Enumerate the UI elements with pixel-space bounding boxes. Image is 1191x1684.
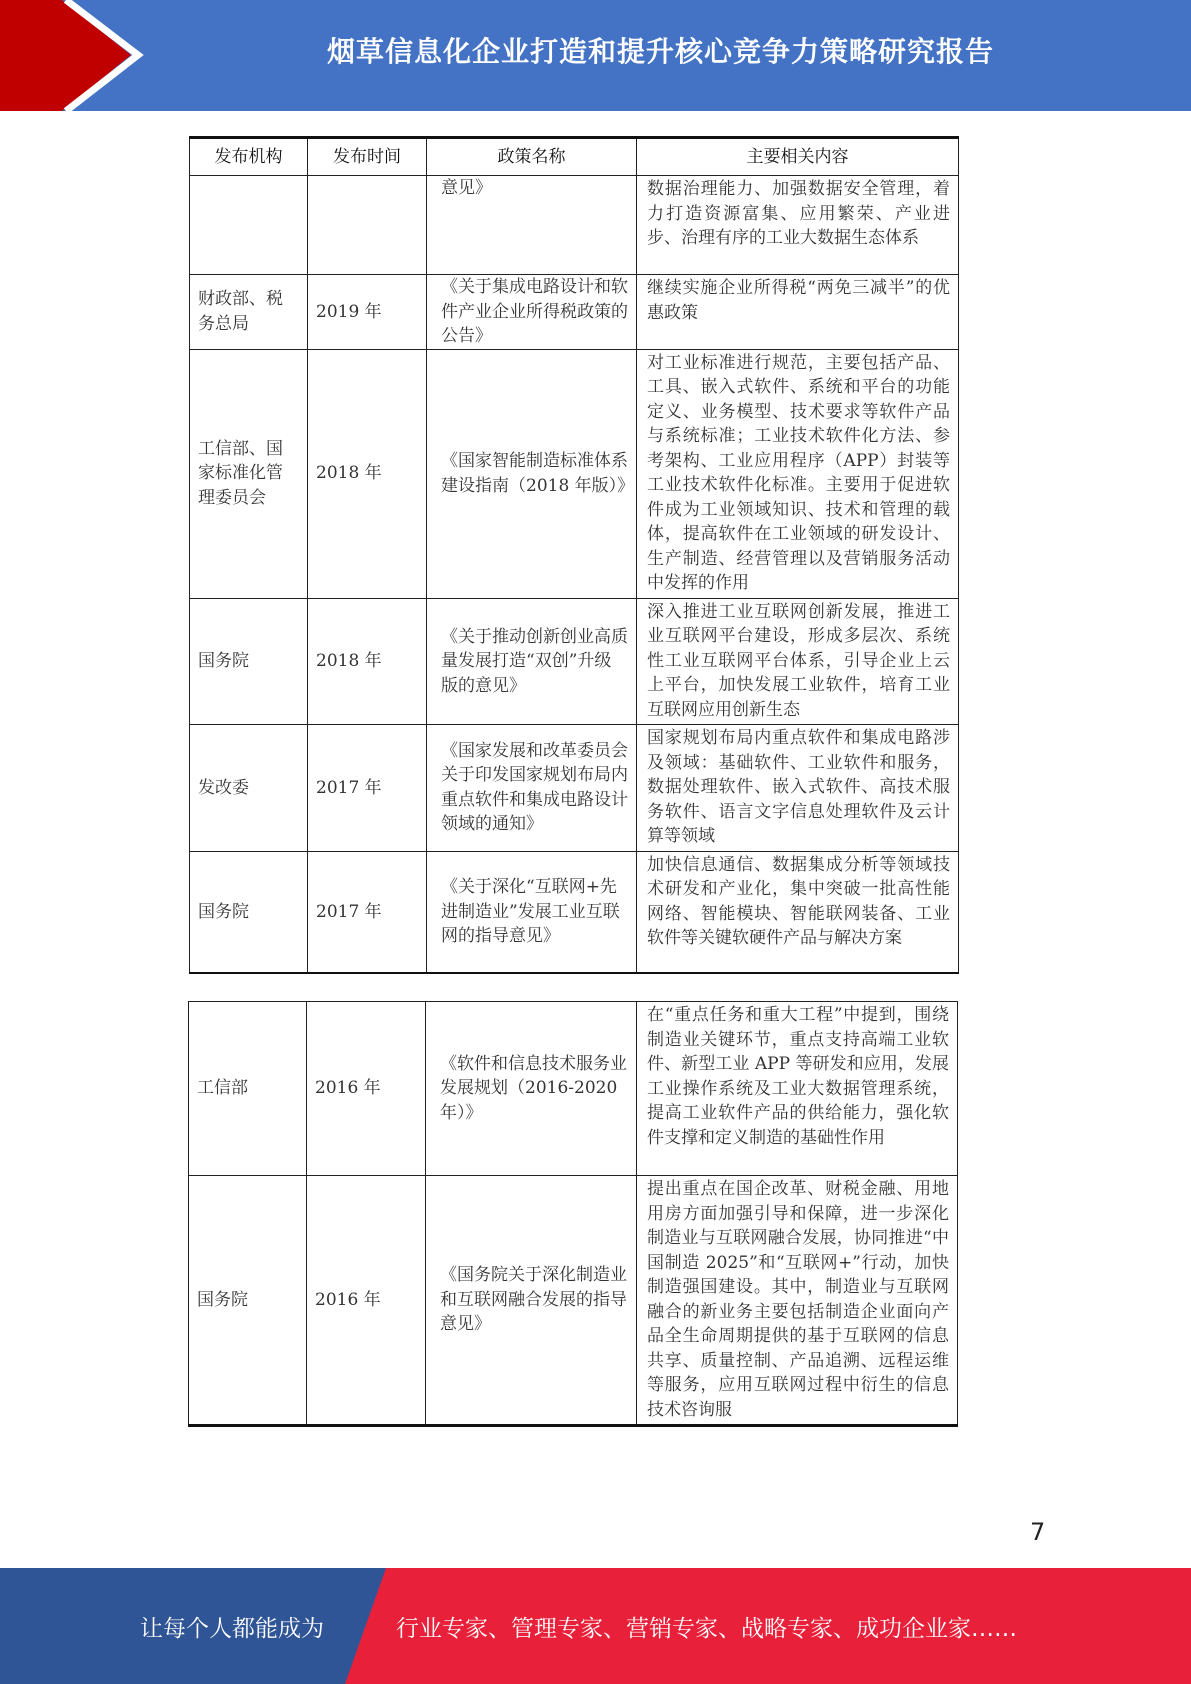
- cell-policy-name: 《关于集成电路设计和软件产业企业所得税政策的公告》: [427, 275, 637, 350]
- table-row: [190, 275, 959, 350]
- table-row: [190, 725, 959, 852]
- cell-date: 2016 年: [307, 1176, 426, 1426]
- table-header-row: [190, 138, 959, 176]
- cell-date: [308, 176, 427, 275]
- cell-agency: 国务院: [190, 598, 308, 725]
- cell-date: 2017 年: [308, 725, 427, 852]
- cell-policy-name: 《国家发展和改革委员会关于印发国家规划布局内重点软件和集成电路设计领域的通知》: [427, 725, 637, 852]
- cell-content: 提出重点在国企改革、财税金融、用地用房方面加强引导和保障，进一步深化制造业与互联网融合发展，协同推进“中国制造 2025”和“互联网+”行动，加快制造强国建设。其中，制造业与互联网融合的新业务主要包括制造企业面向产品全生命周期提供的基于互联网的信息共享、质量控制、产品追溯、远程运维等服务，应用互联网过程中衍生的信息技术咨询服: [637, 1176, 958, 1426]
- table-row: [190, 349, 959, 598]
- page-number: 7: [1030, 1518, 1046, 1546]
- cell-content: 对工业标准进行规范，主要包括产品、工具、嵌入式软件、系统和平台的功能定义、业务模型、技术要求等软件产品与系统标准；工业技术软件化方法、参考架构、工业应用程序（APP）封装等工业技术软件化标准。主要用于促进软件成为工业领域知识、技术和管理的载体，提高软件在工业领域的研发设计、生产制造、经营管理以及营销服务活动中发挥的作用: [637, 349, 959, 598]
- cell-policy-name: 意见》: [427, 176, 637, 275]
- red-chevron-shape: [0, 0, 131, 111]
- cell-date: 2019 年: [308, 275, 427, 350]
- cell-policy-name: 《关于推动创新创业高质量发展打造“双创”升级版的意见》: [427, 598, 637, 725]
- cell-agency: [190, 176, 308, 275]
- footer-banner: [0, 1568, 1191, 1684]
- cell-policy-name: 《国家智能制造标准体系建设指南（2018 年版）》: [427, 349, 637, 598]
- cell-content: 继续实施企业所得税“两免三减半”的优惠政策: [637, 275, 959, 350]
- cell-policy-name: 《关于深化“互联网+先进制造业”发展工业互联网的指导意见》: [427, 851, 637, 973]
- cell-content: 加快信息通信、数据集成分析等领域技术研发和产业化，集中突破一批高性能网络、智能模块、智能联网装备、工业软件等关键软硬件产品与解决方案: [637, 851, 959, 973]
- table-row: [190, 851, 959, 973]
- cell-agency: 国务院: [189, 1176, 307, 1426]
- column-header-agency: 发布机构: [190, 138, 308, 176]
- cell-date: 2017 年: [308, 851, 427, 973]
- table-row: [189, 1176, 958, 1426]
- cell-content: 深入推进工业互联网创新发展，推进工业互联网平台建设，形成多层次、系统性工业互联网平台体系，引导企业上云上平台，加快发展工业软件，培育工业互联网应用创新生态: [637, 598, 959, 725]
- column-header-policy-name: 政策名称: [427, 138, 637, 176]
- cell-policy-name: 《软件和信息技术服务业发展规划（2016-2020 年）》: [426, 1002, 637, 1176]
- column-header-date: 发布时间: [308, 138, 427, 176]
- column-header-content: 主要相关内容: [637, 138, 959, 176]
- cell-policy-name: 《国务院关于深化制造业和互联网融合发展的指导意见》: [426, 1176, 637, 1426]
- table-row: [190, 176, 959, 275]
- cell-agency: 财政部、税务总局: [190, 275, 308, 350]
- table-row: [189, 1002, 958, 1176]
- policy-table-part-2: [188, 1001, 958, 1427]
- footer-slogan-left: 让每个人都能成为: [140, 1615, 324, 1642]
- table-row: [190, 598, 959, 725]
- cell-content: 国家规划布局内重点软件和集成电路涉及领域：基础软件、工业软件和服务，数据处理软件、嵌入式软件、高技术服务软件、语言文字信息处理软件及云计算等领域: [637, 725, 959, 852]
- cell-date: 2018 年: [308, 598, 427, 725]
- cell-agency: 工信部、国家标准化管理委员会: [190, 349, 308, 598]
- cell-agency: 工信部: [189, 1002, 307, 1176]
- cell-content: 在“重点任务和重大工程”中提到，围绕制造业关键环节，重点支持高端工业软件、新型工业 APP 等研发和应用，发展工业操作系统及工业大数据管理系统，提高工业软件产品的供给能力，强化软件支撑和定义制造的基础性作用: [637, 1002, 958, 1176]
- cell-agency: 发改委: [190, 725, 308, 852]
- footer-slogan-right: 行业专家、管理专家、营销专家、战略专家、成功企业家……: [396, 1615, 1017, 1642]
- cell-date: 2018 年: [308, 349, 427, 598]
- header-banner: [0, 0, 1191, 111]
- policy-table-part-1: [189, 136, 959, 974]
- cell-agency: 国务院: [190, 851, 308, 973]
- cell-date: 2016 年: [307, 1002, 426, 1176]
- document-title: 烟草信息化企业打造和提升核心竞争力策略研究报告: [326, 35, 994, 68]
- cell-content: 数据治理能力、加强数据安全管理，着力打造资源富集、应用繁荣、产业进步、治理有序的工业大数据生态体系: [637, 176, 959, 275]
